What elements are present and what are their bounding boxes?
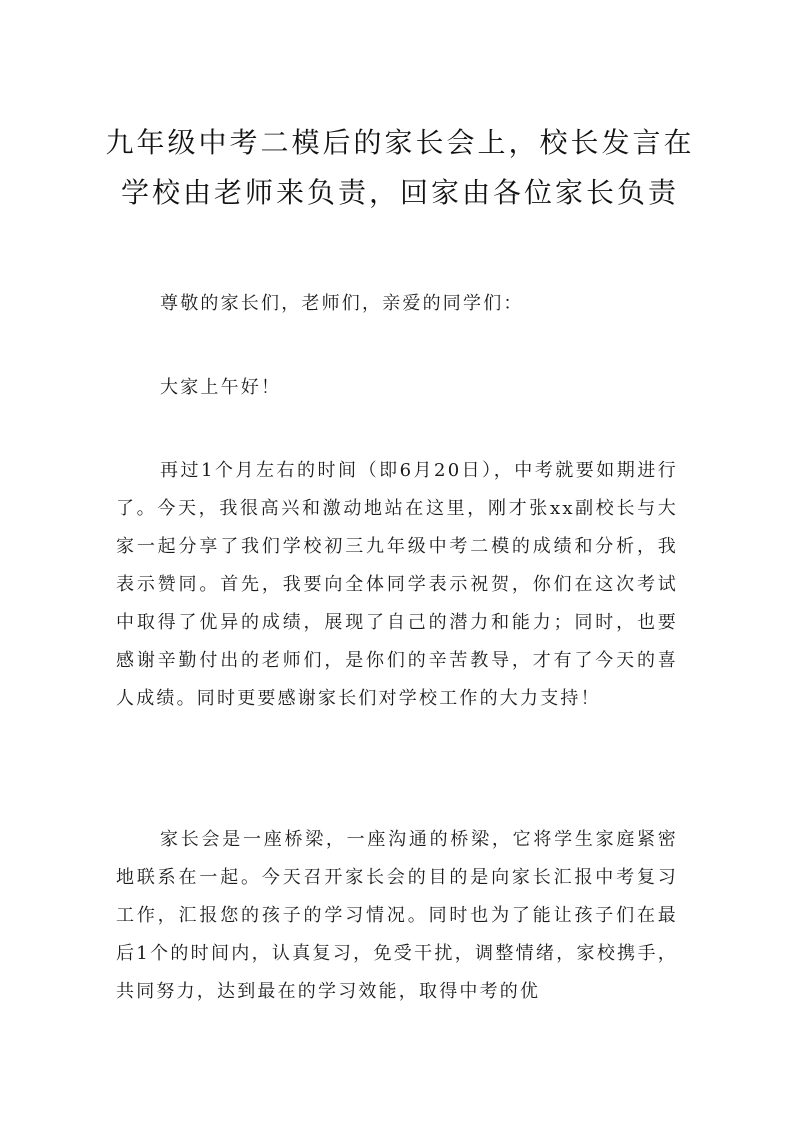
title-line-1: 九年级中考二模后的家长会上，校长发言在: [105, 126, 695, 159]
salutation-paragraph: 尊敬的家长们，老师们，亲爱的同学们：: [160, 293, 524, 314]
body-paragraph: 家长会是一座桥梁，一座沟通的桥梁，它将学生家庭紧密地联系在一起。今天召开家长会的目的是向家长汇报中考复习工作，汇报您的孩子的学习情况。同时也为了能让孩子们在最后1个的时间内，认真复习，免受干扰，调整情绪，家校携手，共同努力，达到最在的学习效能，取得中考的优: [116, 829, 678, 1002]
document-title: [100, 118, 700, 218]
greeting-paragraph: 大家上午好！: [160, 377, 282, 398]
body-paragraph: 再过1个月左右的时间（即6月20日），中考就要如期进行了。今天，我很高兴和激动地站在这里，刚才张xx副校长与大家一起分享了我们学校初三九年级中考二模的成绩和分析，我表示赞同。首先，我要向全体同学表示祝贺，你们在这次考试中取得了优异的成绩，展现了自己的潜力和能力；同时，也要感谢辛勤付出的老师们，是你们的辛苦教导，才有了今天的喜人成绩。同时更要感谢家长们对学校工作的大力支持！: [116, 460, 678, 709]
title-line-2: 学校由老师来负责，回家由各位家长负责: [120, 176, 679, 209]
